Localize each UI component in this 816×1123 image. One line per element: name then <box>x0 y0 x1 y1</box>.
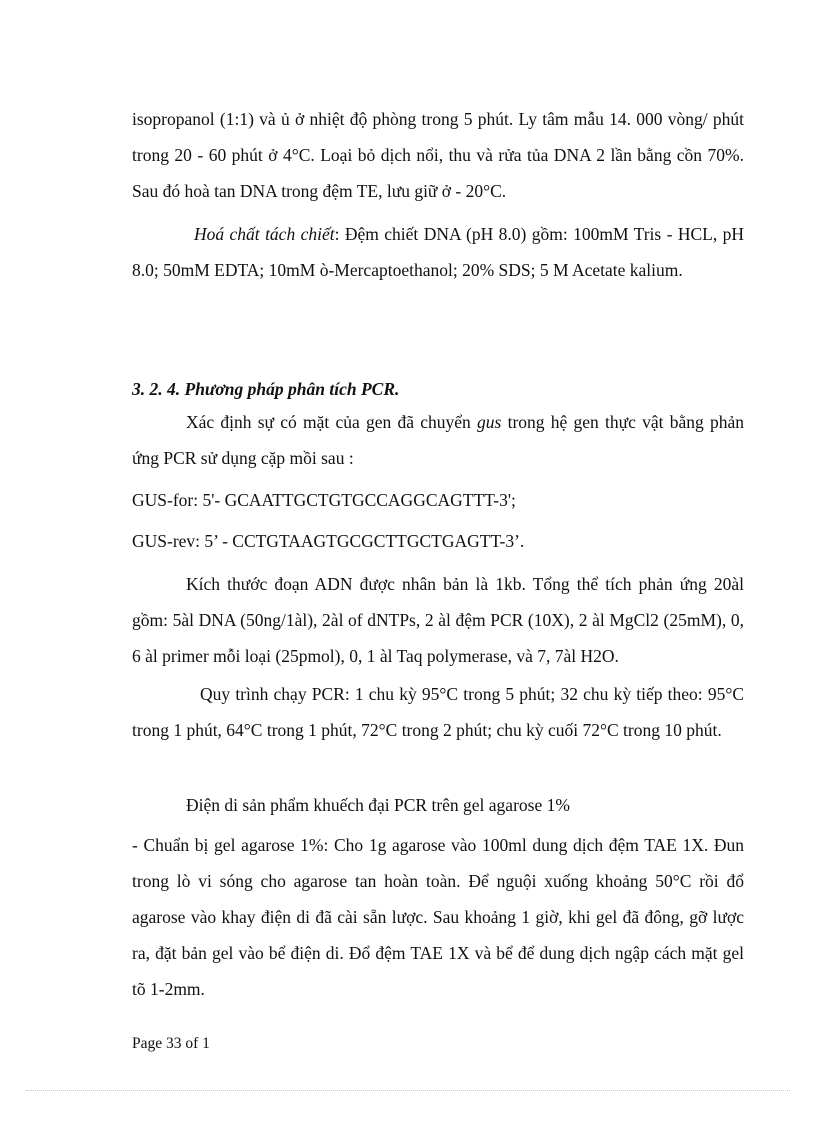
paragraph-text-rest: : Đệm chiết DNA (pH 8.0) gồm: 100mM Tris - HCL, pH 8.0; 50mM EDTA; 10mM ò-Mercaptoethanol; 20% SDS; 5 M Acetate kalium. <box>132 224 745 280</box>
primer-text: GUS-rev: 5’ - CCTGTAAGTGCGCTTGCTGAGTT-3’. <box>132 531 525 551</box>
paragraph-text: Kích thước đoạn ADN được nhân bản là 1kb. Tổng thể tích phản ứng 20àl gồm: 5àl DNA (50ng/1àl), 2àl of dNTPs, 2 àl đệm PCR (10X), 2 àl MgCl2 (25mM), 0, 6 àl primer mỗi loại (25pmol), 0, 1 àl Taq polymerase, và 7, 7àl H2O. <box>132 574 744 666</box>
italic-label: Hoá chất tách chiết <box>194 224 335 244</box>
paragraph-electrophoresis-title <box>132 787 744 823</box>
paragraph-text: isopropanol (1:1) và ủ ở nhiệt độ phòng trong 5 phút. Ly tâm mẫu 14. 000 vòng/ phút trong 20 - 60 phút ở 4°C. Loại bỏ dịch nổi, thu và rửa tủa DNA 2 lần bằng cồn 70%. Sau đó hoà tan DNA trong đệm TE, lưu giữ ở - 20°C. <box>132 109 744 201</box>
paragraph-pcr-protocol <box>132 676 744 748</box>
paragraph-text <box>132 404 744 476</box>
paragraph-gel-preparation <box>132 827 744 1007</box>
gene-name: gus <box>477 412 502 432</box>
text-part: Xác định sự có mặt của gen đã chuyển <box>186 412 478 432</box>
paragraph-text: Điện di sản phẩm khuếch đại PCR trên gel agarose 1% <box>186 795 570 815</box>
paragraph-extraction-chemicals <box>132 216 744 288</box>
primer-text: GUS-for: 5'- GCAATTGCTGTGCCAGGCAGTTT-3'; <box>132 490 516 510</box>
section-heading <box>132 371 744 407</box>
paragraph-text <box>132 216 744 288</box>
primer-forward <box>132 482 744 518</box>
paragraph-gene-detection <box>132 404 744 476</box>
page-footer <box>132 1033 210 1055</box>
page-bottom-divider <box>26 1090 790 1091</box>
page-number: Page 33 of 1 <box>132 1035 210 1052</box>
paragraph-text: - Chuẩn bị gel agarose 1%: Cho 1g agarose vào 100ml dung dịch đệm TAE 1X. Đun trong lò vi sóng cho agarose tan hoàn toàn. Để nguội xuống khoảng 50°C rồi đổ agarose vào khay điện di đã cài sẵn lược. Sau khoảng 1 giờ, khi gel đã đông, gỡ lược ra, đặt bản gel vào bể điện di. Đổ đệm TAE 1X và bể để dung dịch ngập cách mặt gel tõ 1-2mm. <box>132 835 744 999</box>
paragraph-reaction-volume <box>132 566 744 674</box>
heading-text: 3. 2. 4. Phương pháp phân tích PCR. <box>132 379 400 399</box>
primer-reverse <box>132 523 744 559</box>
text-part: trong hệ gen thực vật bằng phản ứng PCR sử dụng cặp mồi sau : <box>132 412 744 468</box>
paragraph-isopropanol <box>132 101 744 209</box>
paragraph-text: Quy trình chạy PCR: 1 chu kỳ 95°C trong 5 phút; 32 chu kỳ tiếp theo: 95°C trong 1 phút, 64°C trong 1 phút, 72°C trong 2 phút; chu kỳ cuối 72°C trong 10 phút. <box>132 684 744 740</box>
